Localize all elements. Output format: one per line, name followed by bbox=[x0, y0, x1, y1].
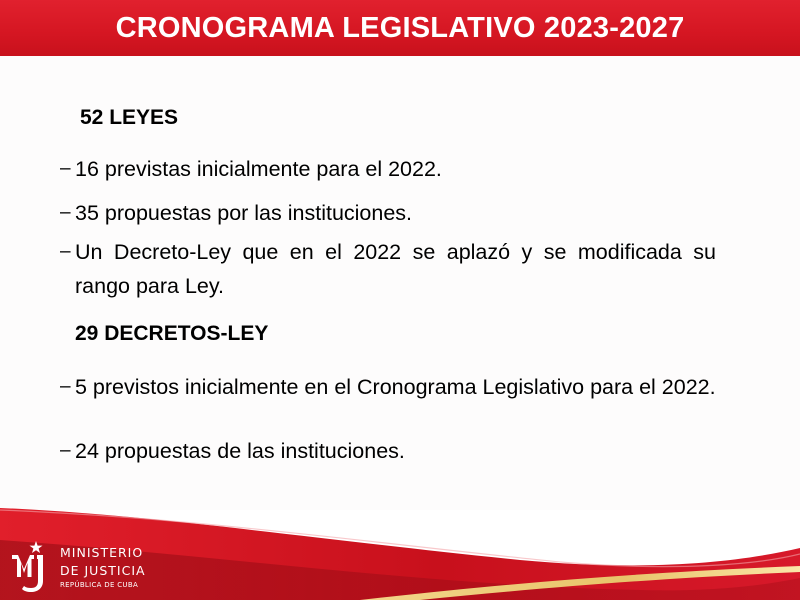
list-item-text: 35 propuestas por las instituciones. bbox=[75, 201, 413, 225]
logo-text-ministerio: MINISTERIO bbox=[60, 545, 144, 560]
logo-text-de-justicia: DE JUSTICIA bbox=[60, 563, 146, 578]
bullet-dash: – bbox=[60, 241, 71, 262]
bullet-dash: – bbox=[60, 202, 71, 223]
section-title-decretos-ley: 29 DECRETOS-LEY bbox=[75, 322, 269, 345]
bullet-dash: – bbox=[60, 376, 71, 397]
list-item-text: 24 propuestas de las instituciones. bbox=[75, 439, 405, 463]
ministry-logo bbox=[10, 535, 170, 595]
section-title-leyes: 52 LEYES bbox=[80, 106, 179, 129]
list-item bbox=[60, 235, 760, 303]
bullet-dash: – bbox=[60, 440, 71, 461]
slide-title: CRONOGRAMA LEGISLATIVO 2023-2027 bbox=[115, 12, 685, 44]
list-item-text: 5 previstos inicialmente en el Cronograma Legislativo para el 2022. bbox=[75, 375, 716, 399]
list-item-text: 16 previstas inicialmente para el 2022. bbox=[75, 157, 442, 181]
list-item bbox=[60, 370, 760, 404]
list-item-text: Un Decreto-Ley que en el 2022 se aplazó y se modificada su rango para Ley. bbox=[75, 240, 716, 298]
mj-monogram-icon bbox=[10, 541, 50, 593]
bullet-dash: – bbox=[60, 158, 71, 179]
list-item bbox=[60, 434, 760, 468]
list-item bbox=[60, 196, 760, 230]
logo-text-republica: REPÚBLICA DE CUBA bbox=[60, 581, 139, 589]
list-item bbox=[60, 152, 760, 186]
title-banner bbox=[0, 0, 800, 56]
